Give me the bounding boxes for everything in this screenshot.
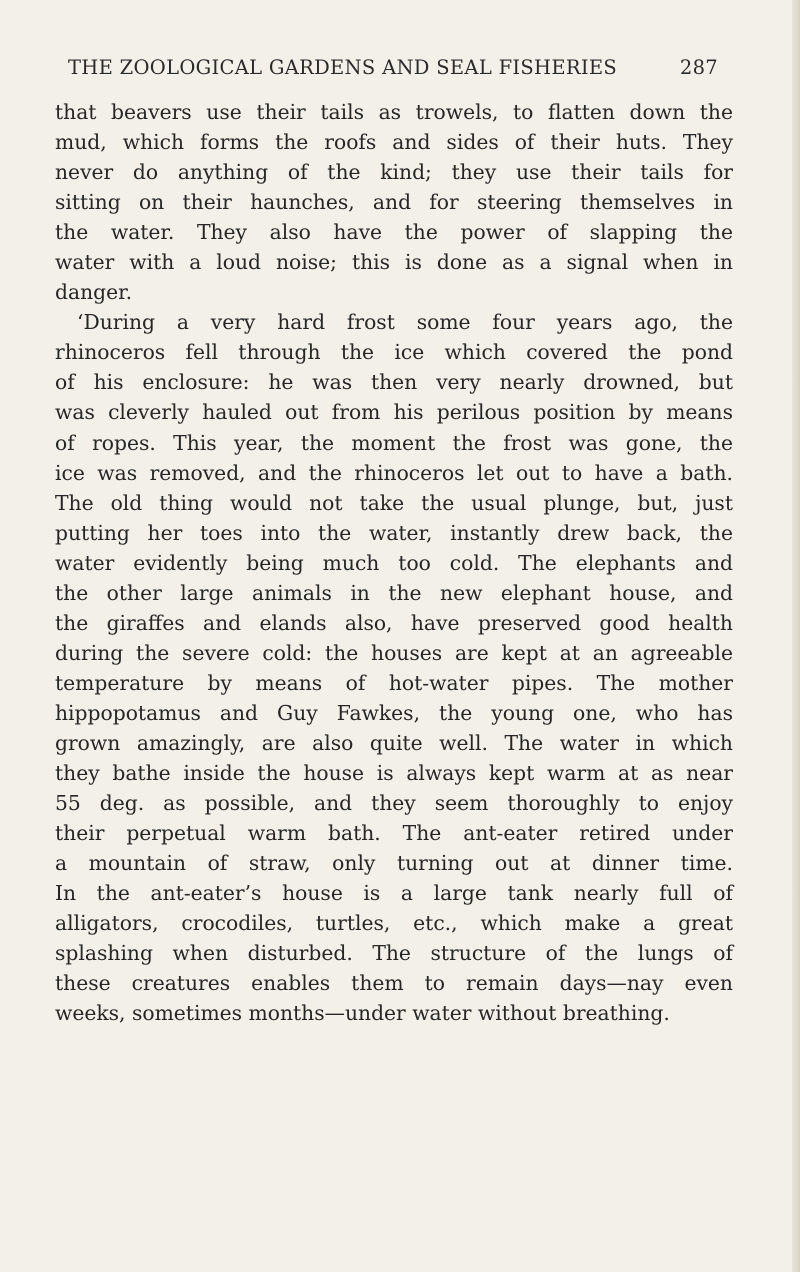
- text-line: alligators, crocodiles, turtles, etc., which make a great: [55, 911, 733, 936]
- text-line: during the severe cold: the houses are kept at an agreeable: [55, 640, 733, 665]
- text-line: water with a loud noise; this is done as a signal when in: [55, 250, 733, 275]
- text-line: danger.: [55, 280, 133, 305]
- text-line: weeks, sometimes months—under water without breathing.: [55, 1001, 670, 1026]
- text-line: mud, which forms the roofs and sides of their huts. They: [55, 130, 733, 155]
- text-line: was cleverly hauled out from his perilous position by means: [55, 400, 733, 425]
- text-line: ‘During a very hard frost some four years ago, the: [77, 310, 733, 335]
- text-line: they bathe inside the house is always kept warm at as near: [55, 761, 733, 786]
- body-text: [55, 97, 733, 1028]
- text-line: that beavers use their tails as trowels, to flatten down the: [55, 100, 733, 124]
- text-line: the other large animals in the new elephant house, and: [55, 580, 733, 605]
- page-edge-shadow: [792, 0, 800, 1272]
- text-line: their perpetual warm bath. The ant-eater retired under: [55, 821, 733, 846]
- text-line: of ropes. This year, the moment the frost was gone, the: [55, 430, 733, 455]
- text-line: water evidently being much too cold. The elephants and: [55, 550, 733, 575]
- text-line: grown amazingly, are also quite well. The water in which: [55, 730, 733, 755]
- text-line: the giraffes and elands also, have preserved good health: [55, 610, 733, 635]
- text-line: ice was removed, and the rhinoceros let out to have a bath.: [55, 460, 733, 485]
- text-line: these creatures enables them to remain days—nay even: [55, 971, 733, 996]
- text-line: never do anything of the kind; they use their tails for: [55, 160, 733, 185]
- text-line: the water. They also have the power of slapping the: [55, 220, 733, 245]
- text-line: 55 deg. as possible, and they seem thoroughly to enjoy: [55, 791, 733, 816]
- text-line: In the ant-eater’s house is a large tank nearly full of: [55, 881, 733, 906]
- text-line: splashing when disturbed. The structure of the lungs of: [55, 941, 733, 966]
- running-head: [68, 56, 718, 79]
- text-line: The old thing would not take the usual plunge, but, just: [55, 490, 733, 515]
- text-line: temperature by means of hot-water pipes. The mother: [55, 670, 733, 695]
- text-line: of his enclosure: he was then very nearly drowned, but: [55, 370, 733, 395]
- text-line: a mountain of straw, only turning out at dinner time.: [55, 851, 733, 876]
- text-line: hippopotamus and Guy Fawkes, the young one, who has: [55, 700, 733, 725]
- text-line: sitting on their haunches, and for steering themselves in: [55, 190, 733, 215]
- text-line: putting her toes into the water, instantly drew back, the: [55, 520, 733, 545]
- page-number: 287: [679, 56, 718, 79]
- text-line: rhinoceros fell through the ice which covered the pond: [55, 340, 733, 365]
- running-head-title: THE ZOOLOGICAL GARDENS AND SEAL FISHERIES: [68, 56, 618, 79]
